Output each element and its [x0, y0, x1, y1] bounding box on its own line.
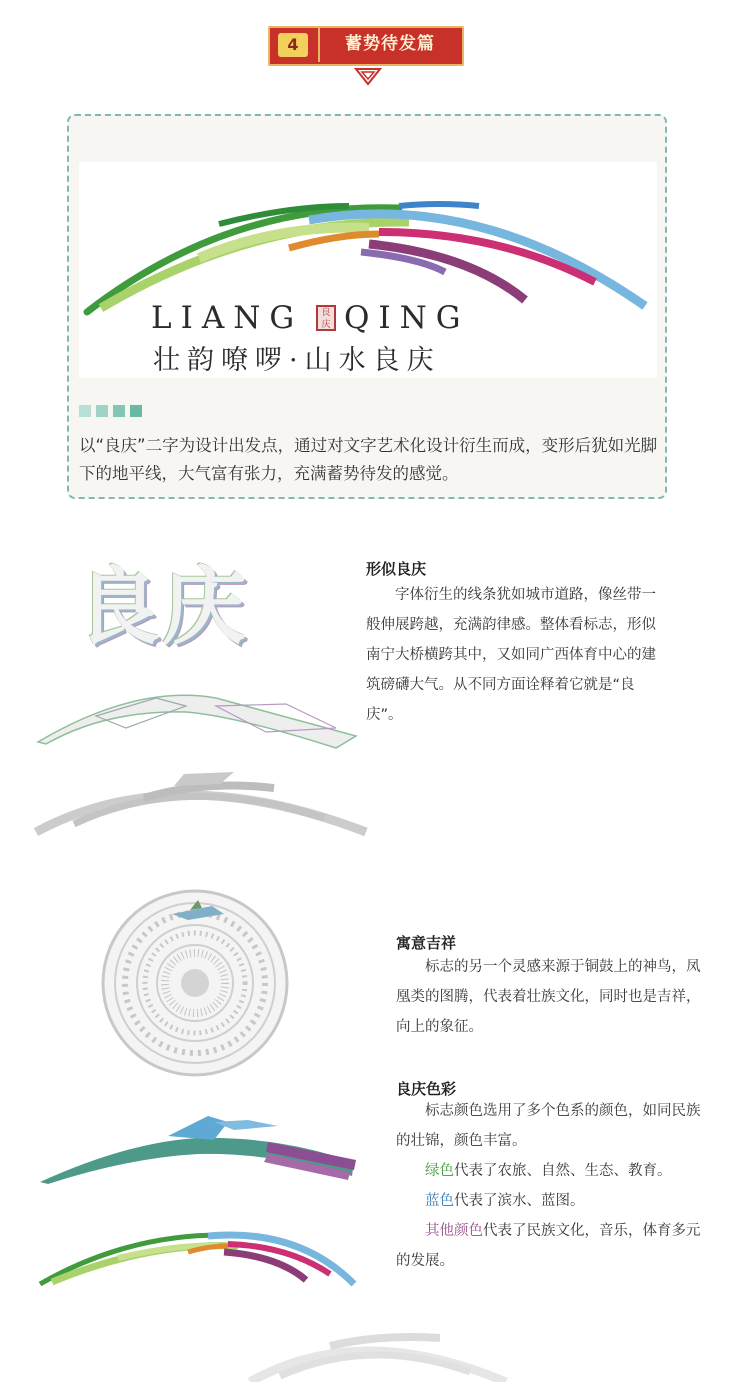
bronze-drum-graphic [100, 888, 290, 1078]
grey-arcs-graphic [34, 768, 374, 838]
shape-title: 形似良庆 [366, 560, 427, 578]
color-green-line [396, 1156, 702, 1186]
color-arcs-graphic [38, 1222, 358, 1292]
green-rest: 代表了农旅、自然、生态、教育。 [454, 1163, 672, 1179]
skewed-logotype-graphic [36, 676, 366, 756]
other-rest: 代表了民族文化，音乐，体育多元的发展。 [396, 1223, 701, 1269]
other-word: 其他颜色 [425, 1223, 483, 1239]
section-number: 4 [278, 33, 308, 57]
color-intro: 标志颜色选用了多个色系的颜色，如同民族的壮锦，颜色丰富。 [396, 1103, 701, 1149]
color-other-line [396, 1216, 702, 1276]
decor-dot [96, 405, 108, 417]
card-description: 以“良庆”二字为设计出发点，通过对文字艺术化设计衍生而成，变形后犹如光脚下的地平线，大气富有张力，充满蓄势待发的感觉。 [79, 436, 658, 483]
blue-word: 蓝色 [425, 1193, 454, 1209]
shape-body: 字体衍生的线条犹如城市道路，像丝带一般伸展跨越，充满韵律感。整体看标志，形似南宁大桥横跨其中，又如同广西体育中心的建筑磅礴大气。从不同方面诠释着它就是“良庆”。 [366, 587, 656, 723]
section-title: 蓄势待发篇 [345, 34, 435, 54]
blue-rest: 代表了滨水、蓝图。 [454, 1193, 585, 1209]
decor-dot [113, 405, 125, 417]
logo-card [67, 114, 667, 499]
green-word: 绿色 [425, 1163, 454, 1179]
decor-dot [79, 405, 91, 417]
color-body [396, 1096, 702, 1276]
meaning-body: 标志的另一个灵感来源于铜鼓上的神鸟，凤凰类的图腾，代表着壮族文化，同时也是吉祥，向上的象征。 [396, 959, 701, 1035]
color-title: 良庆色彩 [396, 1080, 457, 1098]
logo-image [79, 162, 657, 378]
logo-latin-left: LIANG [151, 300, 304, 336]
faded-arcs-graphic [210, 1326, 510, 1382]
down-arrow-icon [355, 68, 381, 86]
decor-dots [79, 402, 147, 414]
logo-latin-right: QING [344, 300, 470, 336]
logo-tagline: 壮韵嘹啰·山水良庆 [153, 345, 441, 376]
color-blue-line [396, 1186, 702, 1216]
meaning-title: 寓意吉祥 [396, 934, 457, 952]
section-badge [268, 26, 464, 66]
phoenix-arc-graphic [38, 1112, 358, 1187]
decor-dot [130, 405, 142, 417]
shape-illustration-text: 良庆 [76, 558, 249, 656]
logo-seal: 良庆 [316, 305, 336, 331]
